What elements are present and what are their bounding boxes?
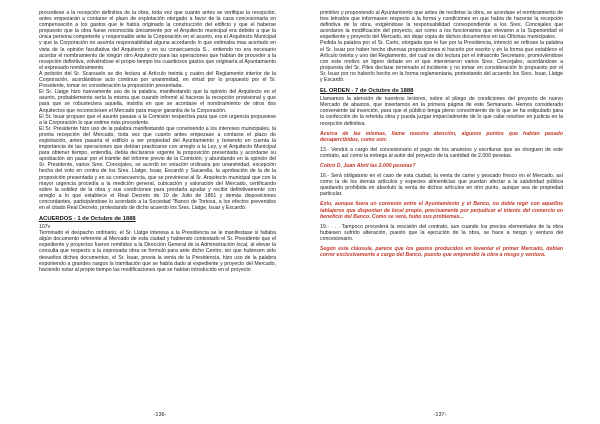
paragraph: A petición del Sr. Scarsuelo se dio lectura al Artículo treinta y cuatro del Reglamento interior de la Corporación, acordándose acto continuo por unanimidad, en virtud por lo propuesto por el Sr. Presidente, tomar en consideración la proposición presentada. — [39, 70, 276, 90]
paragraph: Pedida la palabra por el Sr. Curto, otorgada que le fue por la Presidencia, intenció se refirase la palabra el Sr. Isuar por haber hecho diversas proposiciones si hacerlo por escrito y en la forma que establece el Artículo treinta y uno del Reglamento, del cual se dió lectura por el infrascrito Secretario, promoviéndose con este motivo un ligero debate en el que intervinieron varios Sres. Concejales, acordándose a propuesta del Sr. Piles declarar terminado el incidente y no tomar en consideración lo propuesto por el Sr. Isuar por no haberlo hecho en la forma reglamentaria, protestando del acuerdo los Sres. Isuar, Llatge y Escardó. — [320, 40, 563, 84]
paragraph: Llamamos la atención de nuestros lectores, sobre el pliego de condiciones del proyecto de nuevo Mercado de abastos, que insertamos en la primera página de este Semanario. Hemos considerado conveniente tal inserción, para que el público tenga pleno conocimiento de lo que se ha estipulado para la confección de la referida obra y pueda juzgar imparcialmente de lo que cabe resolver en justicia en la recepción definitiva. — [320, 96, 563, 127]
editorial-comment: Cobró D. Juan Abril las 2.000 pesetas? — [320, 162, 416, 169]
paragraph: El Sr. Presidente hizo uso de la palabra manifestando que conviniendo a los intereses municipales, la pronta recepción del Mercado, toda vez que cuanto antes empezase a contarse el plazo de explotación, antes pasaría el edificio a ser propiedad del Ayuntamiento y teniendo en cuenta la importancia de las operaciones que debían practicarse con arreglo a la Ley, y el Arquitecto Municipal para obtener tiempo, entendía, debía declararse urgente la proposición presentada y acordarse su aprobación sin pasar por el trámite del informe previo de la Comisión; y abundando en la opinión del Sr. Presidente, varios Sres. Concejales, se acordó en votación ordinaria por unanimidad, excepción hecha del voto en contra de los Sres. Llatge, Isuar, Escardó y Sacarella, la aprobación de la de la proposición presentada y en su consecuencia, que se previniese al Sr. Arquitecto municipal que con la mayor urgencia procedía a la medición general, cubicación y valoración del Mercado, certificando sobre la solidez de la obra y sus condiciones para prestarla ayudar y recibir definitivamente con arreglo a lo que establece el Real Decreto de 10 de Julio de 1861 y demás disposiciones concordantes, participándose lo acordado a la Sociedad "Banco de Tortosa, a los efectos prevenidos en el citado Real Decreto, protestando de dicho acuerdo los Sres. Llatge, Isuar y Escardó. — [39, 125, 276, 211]
folio-number: 107v — [39, 224, 51, 231]
paragraph: El Sr. Isuar propuso que el asunto pasase a la Comisión respectiva para que con urgencia propusiese a la Corporación lo que estime más procedente. — [39, 113, 276, 126]
right-column — [320, 10, 563, 258]
paragraph: El Sr. Llatge hizo nuevamente uso de la palabra, manifestando que la opinión del Arquitecto en el asunto, probablemente sería la misma que cuando informó al hacerse la recepción provisional y que para que se robusteciera aquella, insistía en que se acordase el nombramiento de otros dos Arquitectos que reconociesen el Mercado para mayor garantía de la Corporación. — [39, 89, 276, 114]
page-number: -137- — [433, 412, 447, 418]
editorial-comment: Esto, aunque fuera un convenio entre el Ayuntamiento y el Banco, no debía regir con aquellos tablajeros que disponían de local propio, precisamente por perjudicar el interés del comercio en beneficio del Banco. Como se verá, hubo sus problemas... — [320, 201, 563, 220]
paragraph: procediese a la recepción definitiva de la obra, toda vez que cuanto antes se verifique la recepción, antes empezarán a contarse el plazo de explotación otorgado a favor de la casa concesionaria en compensación a los gastos que le había originado la construcción del edificio y que el haberse propuesto que la obra fuese reconocida únicamente por el Arquitecto municipal era debido a que la única persona competente y responsable ante la Corporación en el asunto, era el Arquitecto Municipal y que la Corporación no asumía responsabilidad alguna acordando lo que estimaba mas acertado en vista de la opinión facultativa del Arquitecto y en su consecuencia S... entiendo no era necesario acordar el nombramiento de ningún otro Arquitecto para las operaciones que habían de proceder a la recepción definitiva, volviéndose el propio tiempo los cuantiosos gastos que originaría al Ayuntamiento el expresado nombramiento. — [39, 10, 276, 71]
editorial-comment: Acerca de las mismas, llama nuestra atención, algunos puntos que habían pasado desapercibidos, como son: — [320, 130, 563, 143]
clause-19: 19.- . . . Tampoco procederá la rescisión del contrato, aun cuando los precios elementales de la obra hubiesen sufrido alteración, puesto que la ejecución de la obra, se hace a riesgo y ventura del concesionario. — [320, 223, 563, 242]
clause-16: 16.- Será obligatorio en el caso de esta ciudad, la venta de carne y pescado fresco en el Mercado, así como la de los demás artículos y especies alimenticias que puedan afectar a la salubridad pública quedando prohibida en absoluto la venta de dichos artículos en otro punto, aunque sea de propiedad particular. — [320, 173, 563, 198]
section-heading: EL ORDEN - 7 de Octubre de 1888 — [320, 88, 414, 95]
left-column — [39, 10, 276, 273]
editorial-comment: Según esta cláusula, parece que los gastos producidos en levantar el primer Mercado, debían correr exclusivamente a cargo del Banco, puesto que emprendió la obra a riesgo y ventura. — [320, 246, 563, 259]
page-number: -136- — [153, 412, 167, 418]
paragraph: primitivo y proponiendo al Ayuntamiento que antes de recibirse la obra, se acordase el nombramiento de tres letrados que informasen respecto a la forma y condiciones en que había de hacerse la recepción definitiva de la obra, exigiéndose la responsabilidad correspondiente a los Sres. Concejales que acordaron la modificación del proyecto, así como a los funcionarios que elevaron a la Superioridad el expediente y proyecto del Mercado, sin dejar copia de dichos documentos en las Oficinas municipales. — [320, 10, 563, 41]
right-page — [300, 0, 600, 424]
paragraph: Terminado el despacho ordinario, el Sr. Llatge interesa a la Presidencia se le manifestase si faltaba algún documento referente al Mercado de esta ciudad y habiendo contestado el Sr. Presidente que el expediente y proyectos fueron remitidos a la Dirección General de la Administración local, al elevar la consulta que respecto a la expresada obra se formuló para ante dicho Centro, sin que hubiesen sido devueltos dichos documentos, el Sr. Isuar, previa la venia de la Presidencia, hizo uso de la palabra exponiendo a grandes rasgos la tramitación que se había dado al expediente y proyecto del Mercado, haciendo notar al propio tiempo las modificaciones que se habían introducido en el proyecto — [39, 230, 276, 273]
clause-13: 13.- Vendrá a cargo del concesionario el pago de los anuncios y escrituras que se otorguen de este contrato, así como la entrega al autor del proyecto de la cantidad de 2.000 pesetas. — [320, 146, 563, 159]
section-heading: ACUERDOS - 1 de Octubre de 1888 — [39, 216, 136, 223]
